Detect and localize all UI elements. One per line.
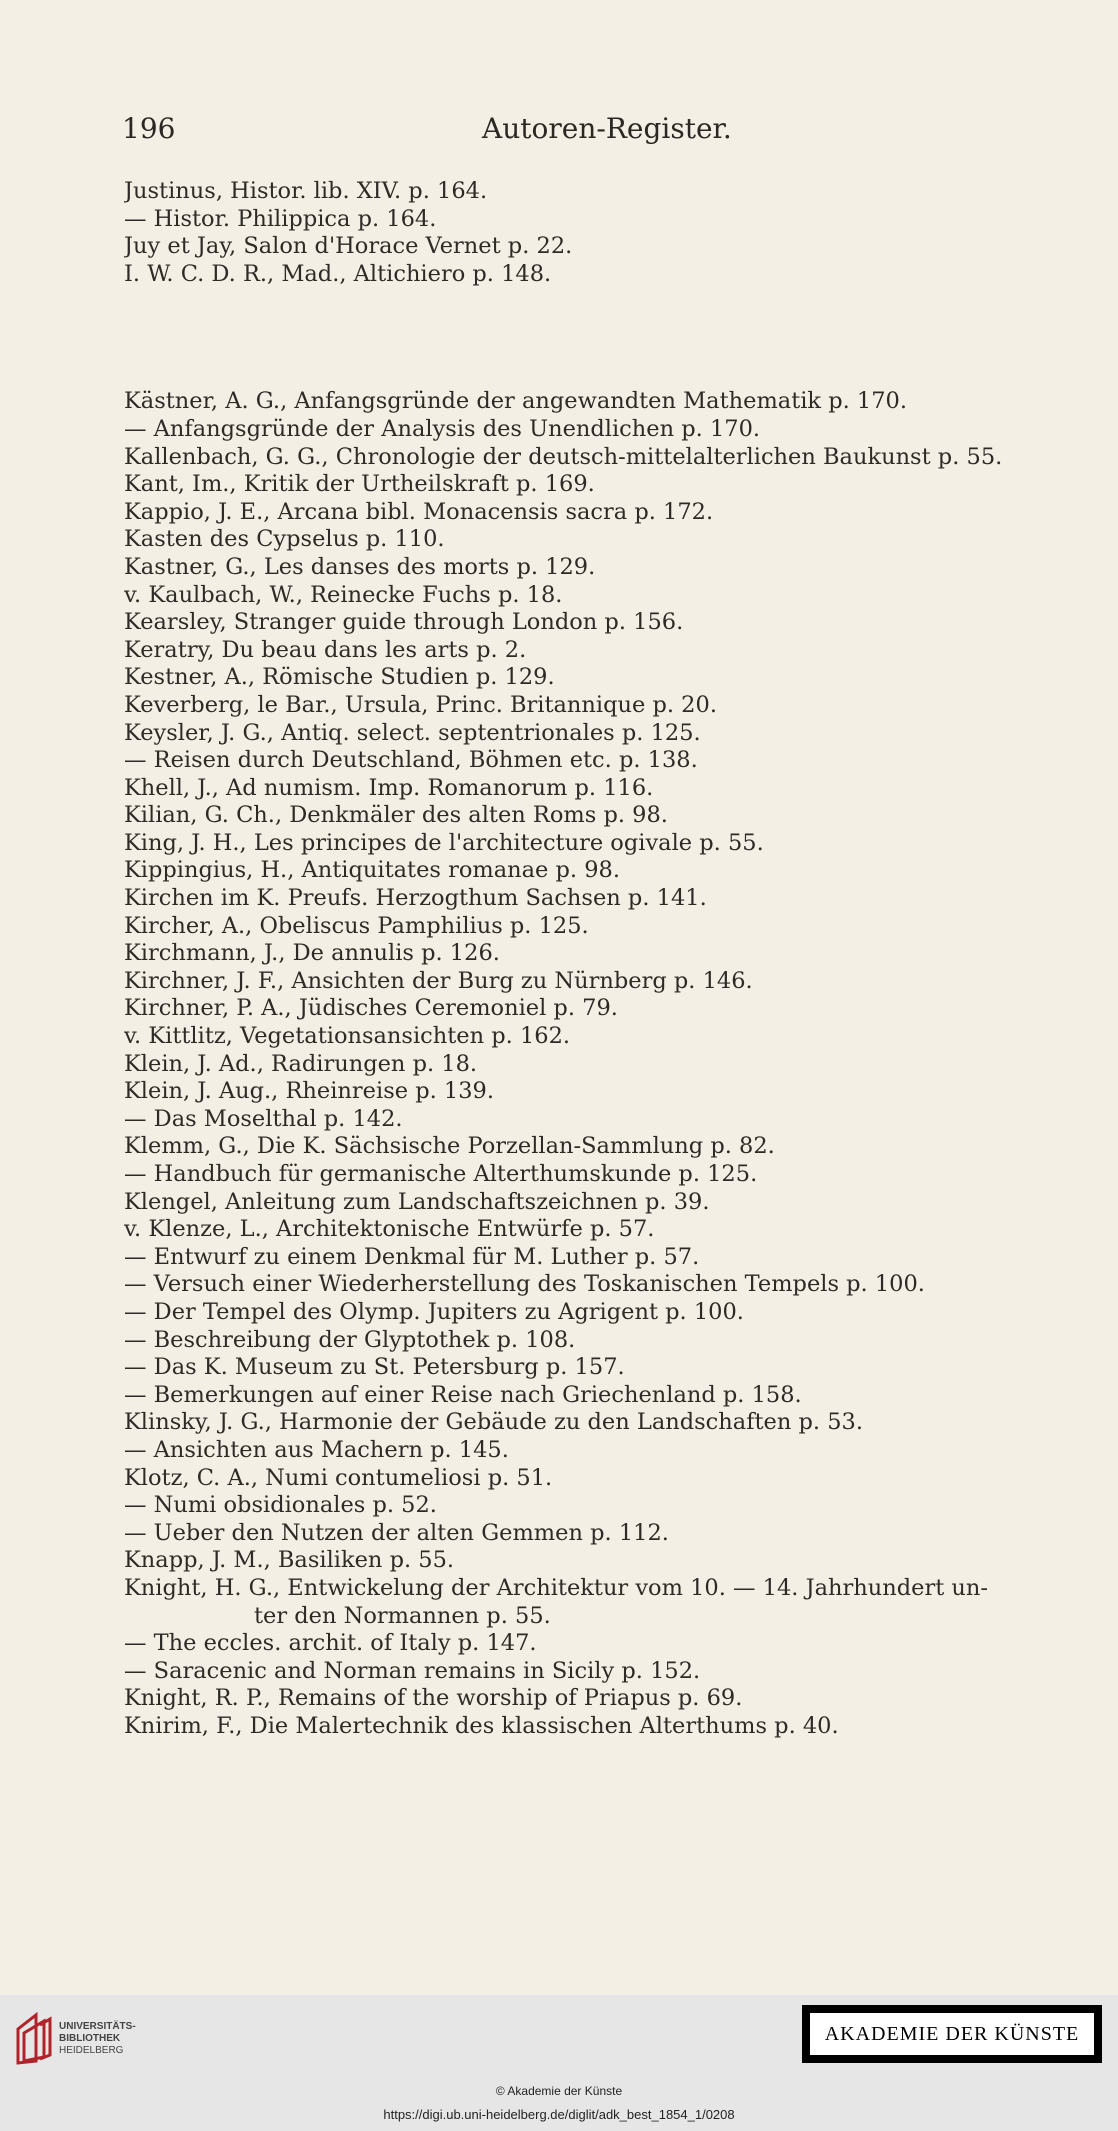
page-header [122, 112, 1052, 152]
index-entry: Kircher, A., Obeliscus Pamphilius p. 125. [124, 912, 589, 939]
index-entry: — Reisen durch Deutschland, Böhmen etc. p. 138. [124, 747, 698, 774]
index-entry: Kästner, A. G., Anfangsgründe der angewandten Mathematik p. 170. [124, 388, 908, 415]
index-entry: King, J. H., Les principes de l'architecture ogivale p. 55. [124, 829, 764, 856]
index-entry: Klemm, G., Die K. Sächsische Porzellan-Sammlung p. 82. [124, 1133, 775, 1160]
index-entry: Kestner, A., Römische Studien p. 129. [124, 664, 555, 691]
akademie-der-kuenste-logo[interactable] [802, 2005, 1102, 2063]
index-entry: — The eccles. archit. of Italy p. 147. [124, 1630, 537, 1657]
library-mark-icon [14, 2011, 54, 2067]
index-entry: — Anfangsgründe der Analysis des Unendlichen p. 170. [124, 415, 761, 442]
index-entry: v. Kittlitz, Vegetationsansichten p. 162. [124, 1023, 571, 1050]
index-entry: — Beschreibung der Glyptothek p. 108. [124, 1326, 576, 1353]
library-name-line: HEIDELBERG [59, 2045, 124, 2056]
index-entry: Kappio, J. E., Arcana bibl. Monacensis sacra p. 172. [124, 498, 714, 525]
index-entry: Kallenbach, G. G., Chronologie der deutsch-mittelalterlichen Baukunst p. 55. [124, 443, 1003, 470]
running-title: Autoren-Register. [482, 112, 732, 145]
library-name-line: BIBLIOTHEK [59, 2033, 121, 2044]
index-entry: Knight, R. P., Remains of the worship of Priapus p. 69. [124, 1685, 743, 1712]
library-name [59, 2021, 136, 2057]
index-entry: — Histor. Philippica p. 164. [124, 205, 437, 232]
index-entry: — Das K. Museum zu St. Petersburg p. 157. [124, 1354, 625, 1381]
index-entry: v. Kaulbach, W., Reinecke Fuchs p. 18. [124, 581, 563, 608]
university-library-logo[interactable] [14, 2007, 154, 2071]
index-entry: — Entwurf zu einem Denkmal für M. Luther p. 57. [124, 1243, 700, 1270]
partner-logo-text: AKADEMIE DER KÜNSTE [810, 2013, 1094, 2055]
index-entry: Kasten des Cypselus p. 110. [124, 526, 445, 553]
index-entry-knight-hg [124, 1575, 1084, 1630]
index-entry: — Bemerkungen auf einer Reise nach Griechenland p. 158. [124, 1381, 802, 1408]
index-entry: I. W. C. D. R., Mad., Altichiero p. 148. [124, 260, 552, 287]
index-entry: Kirchen im K. Preufs. Herzogthum Sachsen p. 141. [124, 885, 707, 912]
index-entry: — Saracenic and Norman remains in Sicily p. 152. [124, 1657, 701, 1684]
index-entry: Kirchner, J. F., Ansichten der Burg zu Nürnberg p. 146. [124, 967, 753, 994]
index-group-j [124, 178, 1084, 288]
index-entry: Khell, J., Ad numism. Imp. Romanorum p. 116. [124, 774, 654, 801]
index-entry: v. Klenze, L., Architektonische Entwürfe p. 57. [124, 1216, 655, 1243]
viewer-footer [0, 1995, 1118, 2131]
index-entry: Juy et Jay, Salon d'Horace Vernet p. 22. [124, 233, 573, 260]
index-entry: Knapp, J. M., Basiliken p. 55. [124, 1547, 455, 1574]
index-entry: — Versuch einer Wiederherstellung des Toskanischen Tempels p. 100. [124, 1271, 925, 1298]
index-group-k [124, 388, 1084, 1575]
index-entry: — Ansichten aus Machern p. 145. [124, 1436, 509, 1463]
index-entry-continuation: ter den Normannen p. 55. [254, 1602, 551, 1629]
index-entry: Kearsley, Stranger guide through London p. 156. [124, 609, 684, 636]
index-entry: Kant, Im., Kritik der Urtheilskraft p. 169. [124, 471, 595, 498]
index-entry: Klotz, C. A., Numi contumeliosi p. 51. [124, 1464, 553, 1491]
index-entry: Keratry, Du beau dans les arts p. 2. [124, 636, 527, 663]
index-entry-line: Knight, H. G., Entwickelung der Architektur vom 10. — 14. Jahrhundert un- [124, 1574, 989, 1601]
index-entry: — Das Moselthal p. 142. [124, 1105, 403, 1132]
index-entry: — Handbuch für germanische Alterthumskunde p. 125. [124, 1161, 758, 1187]
index-entries [124, 178, 1084, 1740]
index-entry: Kastner, G., Les danses des morts p. 129. [124, 553, 596, 580]
index-entry: — Numi obsidionales p. 52. [124, 1492, 437, 1519]
index-entry: Justinus, Histor. lib. XIV. p. 164. [124, 178, 488, 204]
index-entry: Keverberg, le Bar., Ursula, Princ. Britannique p. 20. [124, 691, 717, 718]
index-entry: — Der Tempel des Olymp. Jupiters zu Agrigent p. 100. [124, 1298, 744, 1325]
index-entry: Knirim, F., Die Malertechnik des klassischen Alterthums p. 40. [124, 1712, 839, 1739]
section-gap [124, 288, 1084, 388]
index-entry: Kippingius, H., Antiquitates romanae p. 98. [124, 857, 621, 884]
index-entry: Keysler, J. G., Antiq. select. septentrionales p. 125. [124, 719, 701, 746]
copyright-notice: © Akademie der Künste [495, 2084, 623, 2098]
index-entry: Klein, J. Ad., Radirungen p. 18. [124, 1050, 478, 1077]
index-entry: Klengel, Anleitung zum Landschaftszeichnen p. 39. [124, 1188, 710, 1215]
library-name-line: UNIVERSITÄTS- [59, 2021, 136, 2032]
page-number: 196 [122, 112, 176, 145]
index-entry: Kirchmann, J., De annulis p. 126. [124, 940, 500, 967]
index-group-k-tail [124, 1630, 1084, 1740]
index-entry: Klinsky, J. G., Harmonie der Gebäude zu den Landschaften p. 53. [124, 1409, 864, 1436]
index-entry: — Ueber den Nutzen der alten Gemmen p. 112. [124, 1519, 669, 1546]
index-entry: Kilian, G. Ch., Denkmäler des alten Roms p. 98. [124, 802, 668, 829]
index-entry: Klein, J. Aug., Rheinreise p. 139. [124, 1078, 495, 1105]
source-url-link[interactable]: https://digi.ub.uni-heidelberg.de/diglit/adk_best_1854_1/0208 [383, 2107, 735, 2122]
index-entry: Kirchner, P. A., Jüdisches Ceremoniel p. 79. [124, 995, 618, 1022]
